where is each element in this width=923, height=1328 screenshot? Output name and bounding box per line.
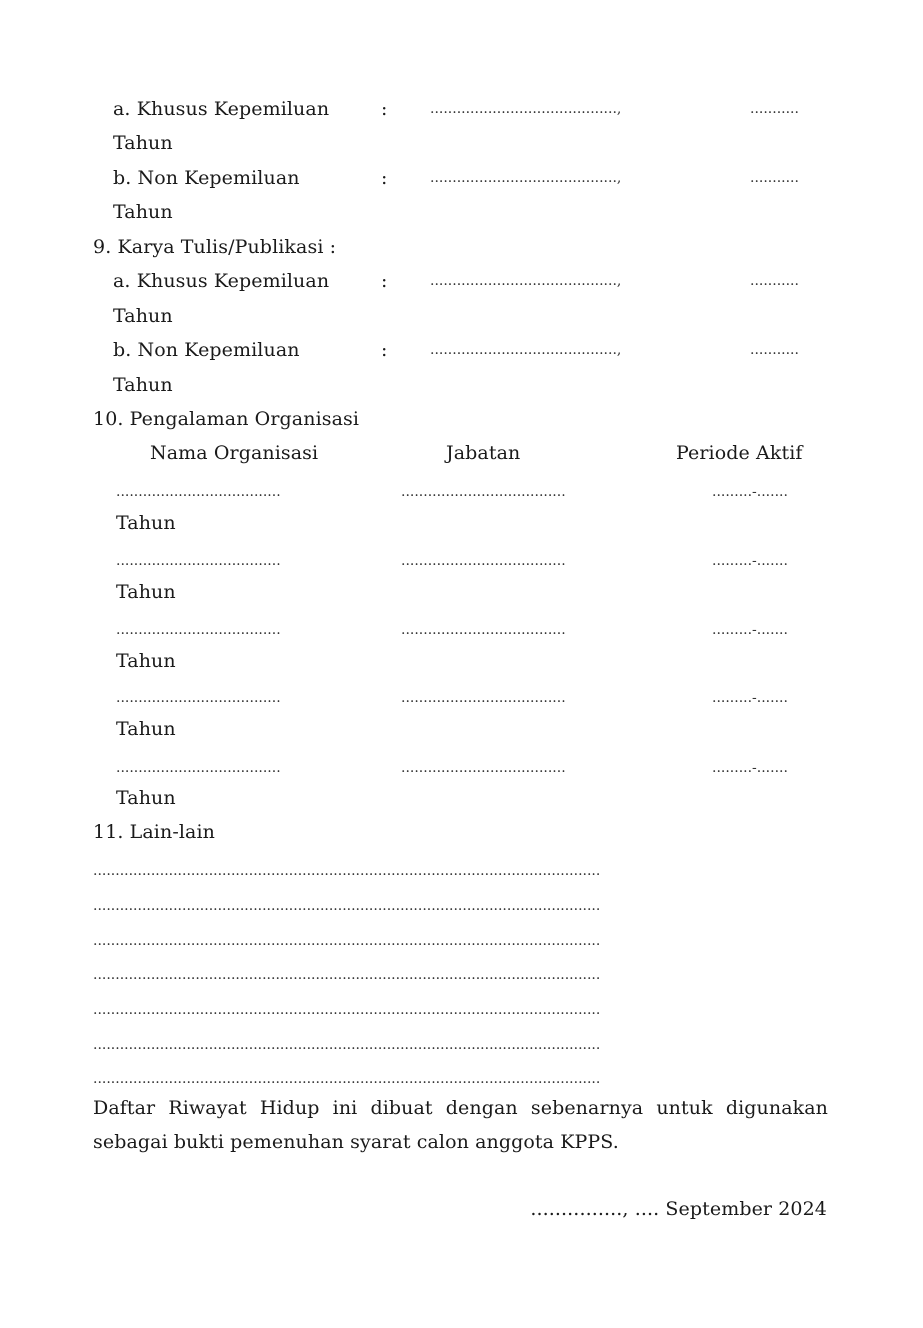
s10-col-periode: Periode Aktif bbox=[676, 442, 803, 464]
s10-row2-period[interactable]: .........-....... bbox=[712, 553, 788, 569]
s10-row5-period[interactable]: .........-....... bbox=[712, 760, 788, 776]
s8-a-year-field[interactable]: ........... bbox=[750, 101, 799, 117]
s9-a-tahun: Tahun bbox=[113, 305, 173, 327]
s10-row4-name[interactable]: ..................................... bbox=[116, 690, 281, 706]
s10-row4-position[interactable]: ..................................... bbox=[401, 690, 566, 706]
s8-a-colon: : bbox=[381, 98, 388, 120]
s11-line-2[interactable]: .................................................................................................................. bbox=[93, 898, 601, 914]
s11-line-3[interactable]: .................................................................................................................. bbox=[93, 933, 601, 949]
s9-b-label: b. Non Kepemiluan bbox=[113, 339, 300, 361]
s10-row1-tahun: Tahun bbox=[116, 512, 176, 534]
s10-row4-tahun: Tahun bbox=[116, 718, 176, 740]
s9-b-tahun: Tahun bbox=[113, 374, 173, 396]
s10-row1-position[interactable]: ..................................... bbox=[401, 484, 566, 500]
s10-row3-period[interactable]: .........-....... bbox=[712, 622, 788, 638]
s10-row1-period[interactable]: .........-....... bbox=[712, 484, 788, 500]
s10-row3-tahun: Tahun bbox=[116, 650, 176, 672]
s8-b-field[interactable]: .........................................., bbox=[430, 170, 622, 186]
s10-col-jabatan: Jabatan bbox=[446, 442, 521, 464]
s10-col-nama: Nama Organisasi bbox=[150, 442, 319, 464]
s9-a-year-field[interactable]: ........... bbox=[750, 273, 799, 289]
s11-line-5[interactable]: .................................................................................................................. bbox=[93, 1002, 601, 1018]
s11-line-7[interactable]: .................................................................................................................. bbox=[93, 1071, 601, 1087]
s10-row3-position[interactable]: ..................................... bbox=[401, 622, 566, 638]
s8-b-colon: : bbox=[381, 167, 388, 189]
s10-row2-position[interactable]: ..................................... bbox=[401, 553, 566, 569]
s10-heading: 10. Pengalaman Organisasi bbox=[93, 408, 360, 430]
s9-b-field[interactable]: .........................................., bbox=[430, 342, 622, 358]
closing-statement: Daftar Riwayat Hidup ini dibuat dengan sebenarnya untuk digunakan sebagai bukti pemenuhan syarat calon anggota KPPS. bbox=[93, 1097, 828, 1153]
s8-b-label: b. Non Kepemiluan bbox=[113, 167, 300, 189]
s11-heading: 11. Lain-lain bbox=[93, 821, 215, 843]
s10-row2-name[interactable]: ..................................... bbox=[116, 553, 281, 569]
s9-a-field[interactable]: .........................................., bbox=[430, 273, 622, 289]
place-date[interactable]: ..............., .... September 2024 bbox=[530, 1198, 827, 1220]
s11-line-6[interactable]: .................................................................................................................. bbox=[93, 1037, 601, 1053]
s11-line-1[interactable]: .................................................................................................................. bbox=[93, 863, 601, 879]
s8-a-tahun: Tahun bbox=[113, 132, 173, 154]
s8-b-tahun: Tahun bbox=[113, 201, 173, 223]
s10-row5-name[interactable]: ..................................... bbox=[116, 760, 281, 776]
s11-line-4[interactable]: .................................................................................................................. bbox=[93, 967, 601, 983]
s10-row5-position[interactable]: ..................................... bbox=[401, 760, 566, 776]
s10-row4-period[interactable]: .........-....... bbox=[712, 690, 788, 706]
s9-b-colon: : bbox=[381, 339, 388, 361]
s9-a-colon: : bbox=[381, 270, 388, 292]
s10-row2-tahun: Tahun bbox=[116, 581, 176, 603]
s8-a-field[interactable]: .........................................., bbox=[430, 101, 622, 117]
s8-a-label: a. Khusus Kepemiluan bbox=[113, 98, 330, 120]
s10-row5-tahun: Tahun bbox=[116, 787, 176, 809]
s8-b-year-field[interactable]: ........... bbox=[750, 170, 799, 186]
s10-row1-name[interactable]: ..................................... bbox=[116, 484, 281, 500]
s10-row3-name[interactable]: ..................................... bbox=[116, 622, 281, 638]
s9-b-year-field[interactable]: ........... bbox=[750, 342, 799, 358]
s9-heading: 9. Karya Tulis/Publikasi : bbox=[93, 236, 337, 258]
s9-a-label: a. Khusus Kepemiluan bbox=[113, 270, 330, 292]
